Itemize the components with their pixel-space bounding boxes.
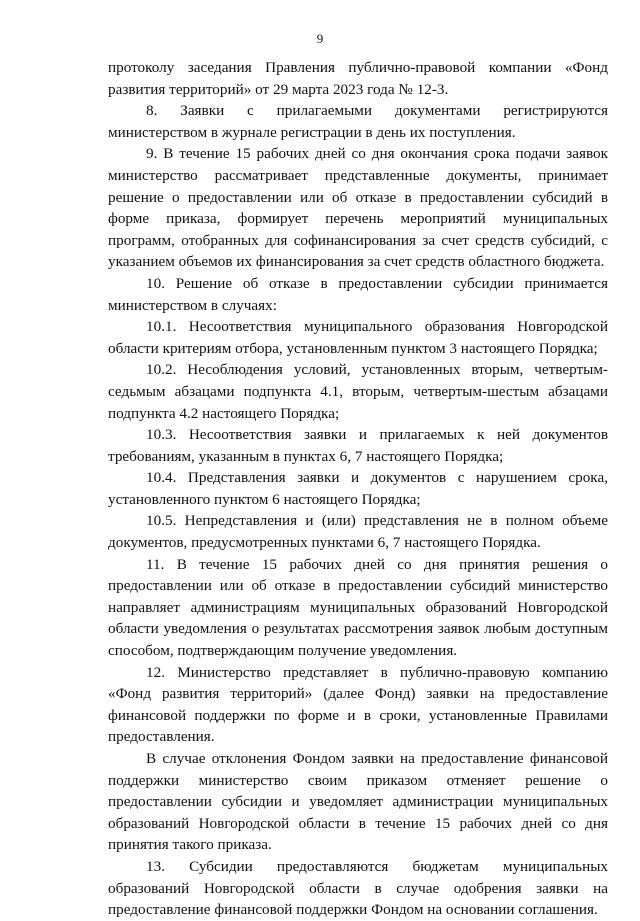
paragraph: 11. В течение 15 рабочих дней со дня принятия решения о предоставлении или об отказе в предоставлении субсидий министерство направляет администрациям муниципальных образований Новгородской области уведомления о результатах рассмотрения заявок любым доступным способом, подтверждающим получение уведомления. [108,555,608,660]
paragraph: 9. В течение 15 рабочих дней со дня окончания срока подачи заявок министерство рассматривает представленные документы, принимает решение о предоставлении или об отказе в предоставлении субсидий в форме приказа, формирует перечень мероприятий муниципальных программ, отобранных для софинансирования за счет средств субсидий, с указанием объемов их финансирования за счет средств областного бюджета. [108,145,608,271]
paragraph: 13. Субсидии предоставляются бюджетам муниципальных образований Новгородской области в случае одобрения заявки на предоставление финансовой поддержки Фондом на основании соглашения. [108,857,608,919]
paragraph: 10. Решение об отказе в предоставлении субсидии принимается министерством в случаях: [108,274,608,314]
page-number: 9 [316,31,324,46]
paragraph: В случае отклонения Фондом заявки на предоставление финансовой поддержки министерство своим приказом отменяет решение о предоставлении субсидии и уведомляет администрации муниципальных образований Новгородской области в течение 15 рабочих дней со дня принятия такого приказа. [108,750,608,854]
paragraph: 10.3. Несоответствия заявки и прилагаемых к ней документов требованиям, указанным в пунктах 6, 7 настоящего Порядка; [108,426,608,465]
paragraph: 8. Заявки с прилагаемыми документами регистрируются министерством в журнале регистрации в день их поступления. [108,102,608,141]
paragraph: 10.4. Представления заявки и документов с нарушением срока, установленного пунктом 6 настоящего Порядка; [108,469,608,508]
paragraph: 10.2. Несоблюдения условий, установленных вторым, четвертым-седьмым абзацами подпункта 4.1, вторым, четвертым-шестым абзацами подпункта 4.2 настоящего Порядка; [108,361,608,422]
paragraph: 12. Министерство представляет в публично-правовую компанию «Фонд развития территорий» (далее Фонд) заявки на предоставление финансовой поддержки по форме и в сроки, установленные Правилами предоставления. [108,663,608,746]
paragraph: 10.1. Несоответствия муниципального образования Новгородской области критериям отбора, установленным пунктом 3 настоящего Порядка; [108,318,608,357]
paragraph: протоколу заседания Правления публично-правовой компании «Фонд развития территорий» от 29 марта 2023 года № 12-3. [108,59,608,98]
document-body [108,57,608,921]
paragraph: 10.5. Непредставления и (или) представления не в полном объеме документов, предусмотренных пунктами 6, 7 настоящего Порядка. [108,512,608,552]
